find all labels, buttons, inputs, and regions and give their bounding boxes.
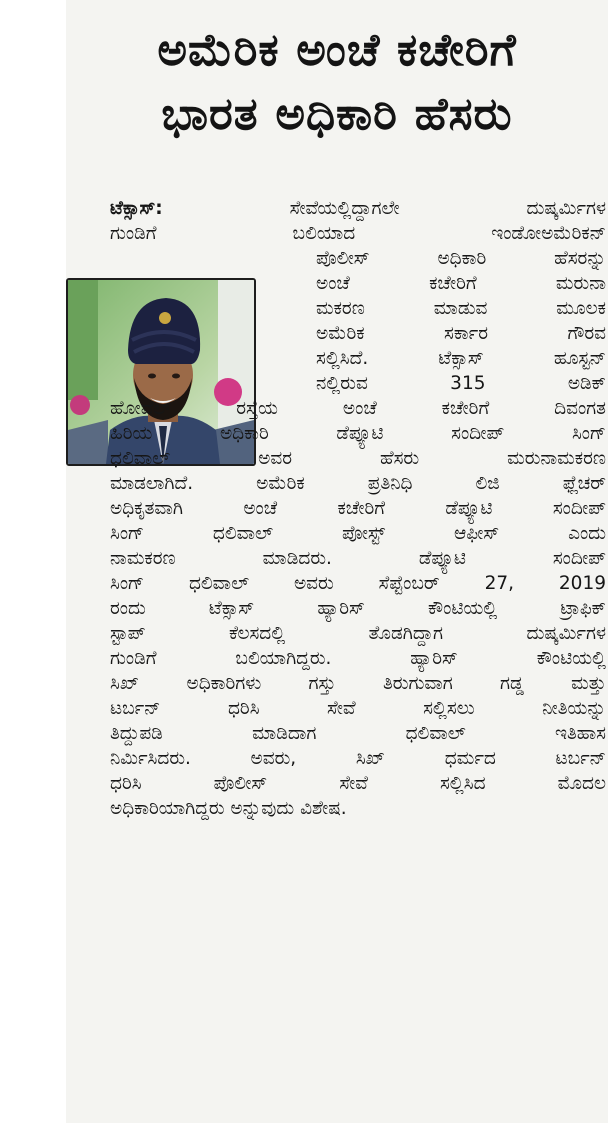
article-line: ಮಾಡಲಾಗಿದೆ. ಅಮೆರಿಕ ಪ್ರತಿನಿಧಿ ಲಿಜಿ ಫ್ಲೆಚರ್ [110, 473, 606, 494]
article-line: ಟೆಕ್ಸಾಸ್: ಸೇವೆಯಲ್ಲಿದ್ದಾಗಲೇ ದುಷ್ಕರ್ಮಿಗಳ [110, 198, 606, 219]
article-line: ಸ್ಟಾಪ್ ಕೆಲಸದಲ್ಲಿ ತೊಡಗಿದ್ದಾಗ ದುಷ್ಕರ್ಮಿಗಳ [110, 623, 606, 644]
article-line: ರಂದು ಟೆಕ್ಸಾಸ್ ಹ್ಯಾರಿಸ್ ಕೌಂಟಿಯಲ್ಲಿ ಟ್ರಾಫಿಕ್ [110, 598, 606, 619]
dateline: ಟೆಕ್ಸಾಸ್: [110, 198, 163, 219]
article-line: ಸಿಂಗ್ ಧಲಿವಾಲ್ ಪೋಸ್ಟ್ ಆಫೀಸ್ ಎಂದು [110, 523, 606, 544]
article-line: ಸಿಖ್ ಅಧಿಕಾರಿಗಳು ಗಸ್ತು ತಿರುಗುವಾಗ ಗಡ್ಡ ಮತ್ತು [110, 673, 606, 694]
article-line: ನಲ್ಲಿರುವ 315 ಅಡಿಕ್ [316, 373, 606, 394]
article-line: ಅಧಿಕೃತವಾಗಿ ಅಂಚೆ ಕಚೇರಿಗೆ ಡೆಪ್ಯೂಟಿ ಸಂದೀಪ್ [110, 498, 606, 519]
article-line: ಗುಂಡಿಗೆ ಬಲಿಯಾದ ಇಂಡೋಅಮೆರಿಕನ್ [110, 223, 606, 244]
article-line: ಮಕರಣ ಮಾಡುವ ಮೂಲಕ [316, 298, 606, 319]
article-body [110, 196, 606, 821]
article-line: ನಿರ್ಮಿಸಿದರು. ಅವರು, ಸಿಖ್ ಧರ್ಮದ ಟರ್ಬನ್ [110, 748, 606, 769]
headline [66, 18, 608, 146]
article-line: ಧರಿಸಿ ಪೊಲೀಸ್ ಸೇವೆ ಸಲ್ಲಿಸಿದ ಮೊದಲ [110, 773, 606, 794]
article-line: ಅಧಿಕಾರಿಯಾಗಿದ್ದರು ಅನ್ನುವುದು ವಿಶೇಷ. [110, 798, 347, 819]
article-line: ತಿದ್ದುಪಡಿ ಮಾಡಿದಾಗ ಧಲಿವಾಲ್ ಇತಿಹಾಸ [110, 723, 606, 744]
article-line: ಸಲ್ಲಿಸಿದೆ. ಟೆಕ್ಸಾಸ್ ಹೂಸ್ಟನ್ [316, 348, 606, 369]
newspaper-clipping [66, 0, 608, 1123]
article-line: ಪೊಲೀಸ್ ಅಧಿಕಾರಿ ಹೆಸರನ್ನು [316, 248, 606, 269]
article-line: ಸಿಂಗ್ ಧಲಿವಾಲ್ ಅವರು ಸೆಪ್ಟೆಂಬರ್ 27, 2019 [110, 573, 606, 594]
article-line: ಅಂಚೆ ಕಚೇರಿಗೆ ಮರುನಾ [316, 273, 606, 294]
article-line: ನಾಮಕರಣ ಮಾಡಿದರು. ಡೆಪ್ಯೂಟಿ ಸಂದೀಪ್ [110, 548, 606, 569]
article-line: ಧಲಿವಾಲ್ ಅವರ ಹೆಸರು ಮರುನಾಮಕರಣ [110, 448, 606, 469]
article-line: ಟರ್ಬನ್ ಧರಿಸಿ ಸೇವೆ ಸಲ್ಲಿಸಲು ನೀತಿಯನ್ನು [110, 698, 606, 719]
article-line: ಗುಂಡಿಗೆ ಬಲಿಯಾಗಿದ್ದರು. ಹ್ಯಾರಿಸ್ ಕೌಂಟಿಯಲ್ಲಿ [110, 648, 606, 669]
article-line: ಹಿರಿಯ ಅಧಿಕಾರಿ ಡೆಪ್ಯೂಟಿ ಸಂದೀಪ್ ಸಿಂಗ್ [110, 423, 606, 444]
headline-line-1: ಅಮೆರಿಕ ಅಂಚೆ ಕಚೇರಿಗೆ [157, 23, 517, 76]
article-line: ಅಮೆರಿಕ ಸರ್ಕಾರ ಗೌರವ [316, 323, 606, 344]
headline-line-2: ಭಾರತ ಅಧಿಕಾರಿ ಹೆಸರು [161, 87, 513, 140]
article-line: ಹೋವೆಲ್ ರಸ್ತೆಯ ಅಂಚೆ ಕಚೇರಿಗೆ ದಿವಂಗತ [110, 398, 606, 419]
